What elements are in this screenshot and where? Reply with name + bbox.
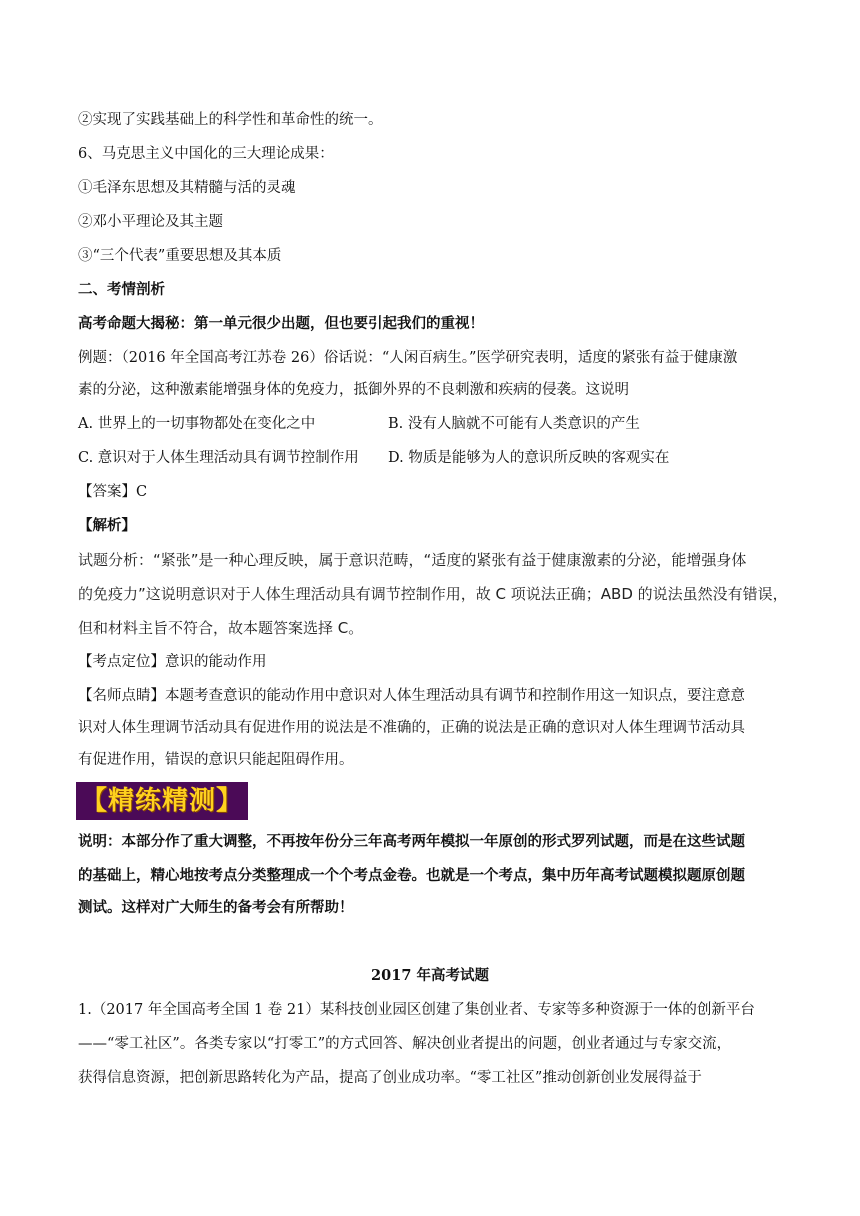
example-question-line: 素的分泌，这种激素能增强身体的免疫力，抵御外界的不良刺激和疾病的侵袭。这说明 (78, 382, 629, 398)
text-line: ②邓小平理论及其主题 (78, 214, 223, 230)
mingshi-line: 有促进作用，错误的意识只能起阻碍作用。 (78, 752, 354, 768)
banner-text: 【精练精测】 (80, 786, 243, 816)
text-line: ②实现了实践基础上的科学性和革命性的统一。 (78, 112, 383, 128)
analysis-line: 试题分析：“紧张”是一种心理反映，属于意识范畴，“适度的紧张有益于健康激素的分泌，能增强身体 (78, 551, 747, 569)
analysis-label: 【解析】 (78, 517, 136, 534)
text-line: ①毛泽东思想及其精髓与活的灵魂 (78, 180, 296, 196)
mingshi-line: 识对人体生理调节活动具有促进作用的说法是不准确的，正确的说法是正确的意识对人体生理调节活动具 (78, 720, 745, 736)
analysis-line: 的免疫力”这说明意识对于人体生理活动具有调节控制作用，故 C 项说法正确；ABD 的说法虽然没有错误， (78, 585, 788, 603)
option-b: B. 没有人脑就不可能有人类意识的产生 (388, 416, 640, 432)
option-d: D. 物质是能够为人的意识所反映的客观实在 (388, 450, 670, 466)
text-line: 6、马克思主义中国化的三大理论成果： (78, 146, 334, 162)
answer-line: 【答案】C (78, 484, 148, 500)
note-line: 测试。这样对广大师生的备考会有所帮助！ (78, 899, 354, 916)
year-title: 2017 年高考试题 (371, 967, 489, 984)
question-line: 1.（2017 年全国高考全国 1 卷 21）某科技创业园区创建了集创业者、专家等多种资源于一体的创新平台 (78, 1002, 755, 1018)
text-line: ③“三个代表”重要思想及其本质 (78, 248, 282, 264)
question-line: 获得信息资源，把创新思路转化为产品，提高了创业成功率。“零工社区”推动创新创业发展得益于 (78, 1070, 702, 1086)
option-a: A. 世界上的一切事物都处在变化之中 (78, 416, 316, 432)
note-line: 的基础上，精心地按考点分类整理成一个个考点金卷。也就是一个考点，集中历年高考试题模拟题原创题 (78, 867, 745, 884)
note-line: 说明：本部分作了重大调整，不再按年份分三年高考两年模拟一年原创的形式罗列试题，而是在这些试题 (78, 833, 745, 850)
kaodian-line: 【考点定位】意识的能动作用 (78, 654, 267, 670)
section-banner (76, 782, 248, 820)
mingshi-line: 【名师点睛】本题考查意识的能动作用中意识对人体生理活动具有调节和控制作用这一知识点，要注意意 (78, 688, 745, 704)
option-c: C. 意识对于人体生理活动具有调节控制作用 (78, 450, 359, 466)
section-subheading: 高考命题大揭秘：第一单元很少出题，但也要引起我们的重视！ (78, 315, 484, 332)
section-heading: 二、考情剖析 (78, 281, 165, 298)
example-question-line: 例题：（2016 年全国高考江苏卷 26）俗话说：“人闲百病生。”医学研究表明，适度的紧张有益于健康激 (78, 350, 738, 366)
question-line: ——“零工社区”。各类专家以“打零工”的方式回答、解决创业者提出的问题，创业者通过与专家交流， (78, 1036, 732, 1052)
analysis-line: 但和材料主旨不符合，故本题答案选择 C。 (78, 619, 364, 637)
